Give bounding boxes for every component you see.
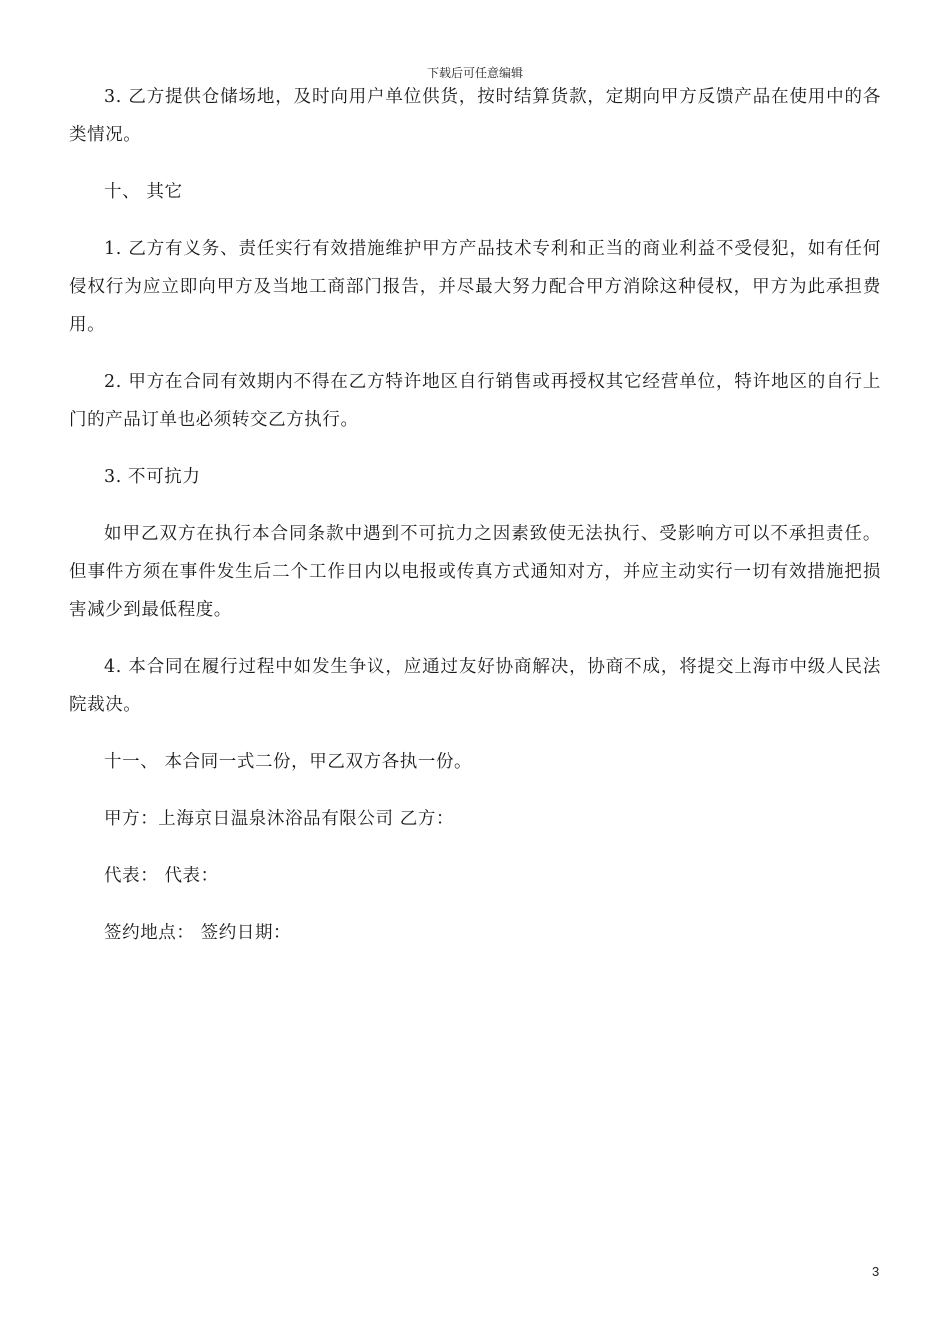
page-number: 3: [872, 1264, 880, 1279]
section-heading-other: 十、 其它: [104, 182, 183, 202]
paragraph-dispute-resolution: 4. 本合同在履行过程中如发生争议，应通过友好协商解决，协商不成，将提交上海市中级人民法院裁决。: [69, 657, 881, 715]
section-copies: 十一、 本合同一式二份，甲乙双方各执一份。: [104, 752, 473, 772]
signature-place-date: 签约地点： 签约日期：: [104, 923, 292, 943]
header-note: 下载后可任意编辑: [426, 66, 523, 80]
paragraph-warehouse-supply: 3. 乙方提供仓储场地，及时向用户单位供货，按时结算货款，定期向甲方反馈产品在使用中的各类情况。: [69, 87, 881, 145]
paragraph-force-majeure: 如甲乙双方在执行本合同条款中遇到不可抗力之因素致使无法执行、受影响方可以不承担责任。但事件方须在事件发生后二个工作日内以电报或传真方式通知对方，并应主动实行一切有效措施把损害减少到最低程度。: [69, 524, 881, 620]
signature-representatives: 代表： 代表：: [104, 866, 219, 886]
signature-parties: 甲方：上海京日温泉沐浴品有限公司 乙方：: [104, 809, 455, 829]
paragraph-patent-protection: 1. 乙方有义务、责任实行有效措施维护甲方产品技术专利和正当的商业利益不受侵犯，如有任何侵权行为应立即向甲方及当地工商部门报告，并尽最大努力配合甲方消除这种侵权，甲方为此承担费用。: [69, 239, 881, 335]
subheading-force-majeure: 3. 不可抗力: [104, 467, 201, 487]
paragraph-exclusive-territory: 2. 甲方在合同有效期内不得在乙方特许地区自行销售或再授权其它经营单位，特许地区的自行上门的产品订单也必须转交乙方执行。: [69, 372, 881, 430]
document-body: [69, 78, 881, 952]
